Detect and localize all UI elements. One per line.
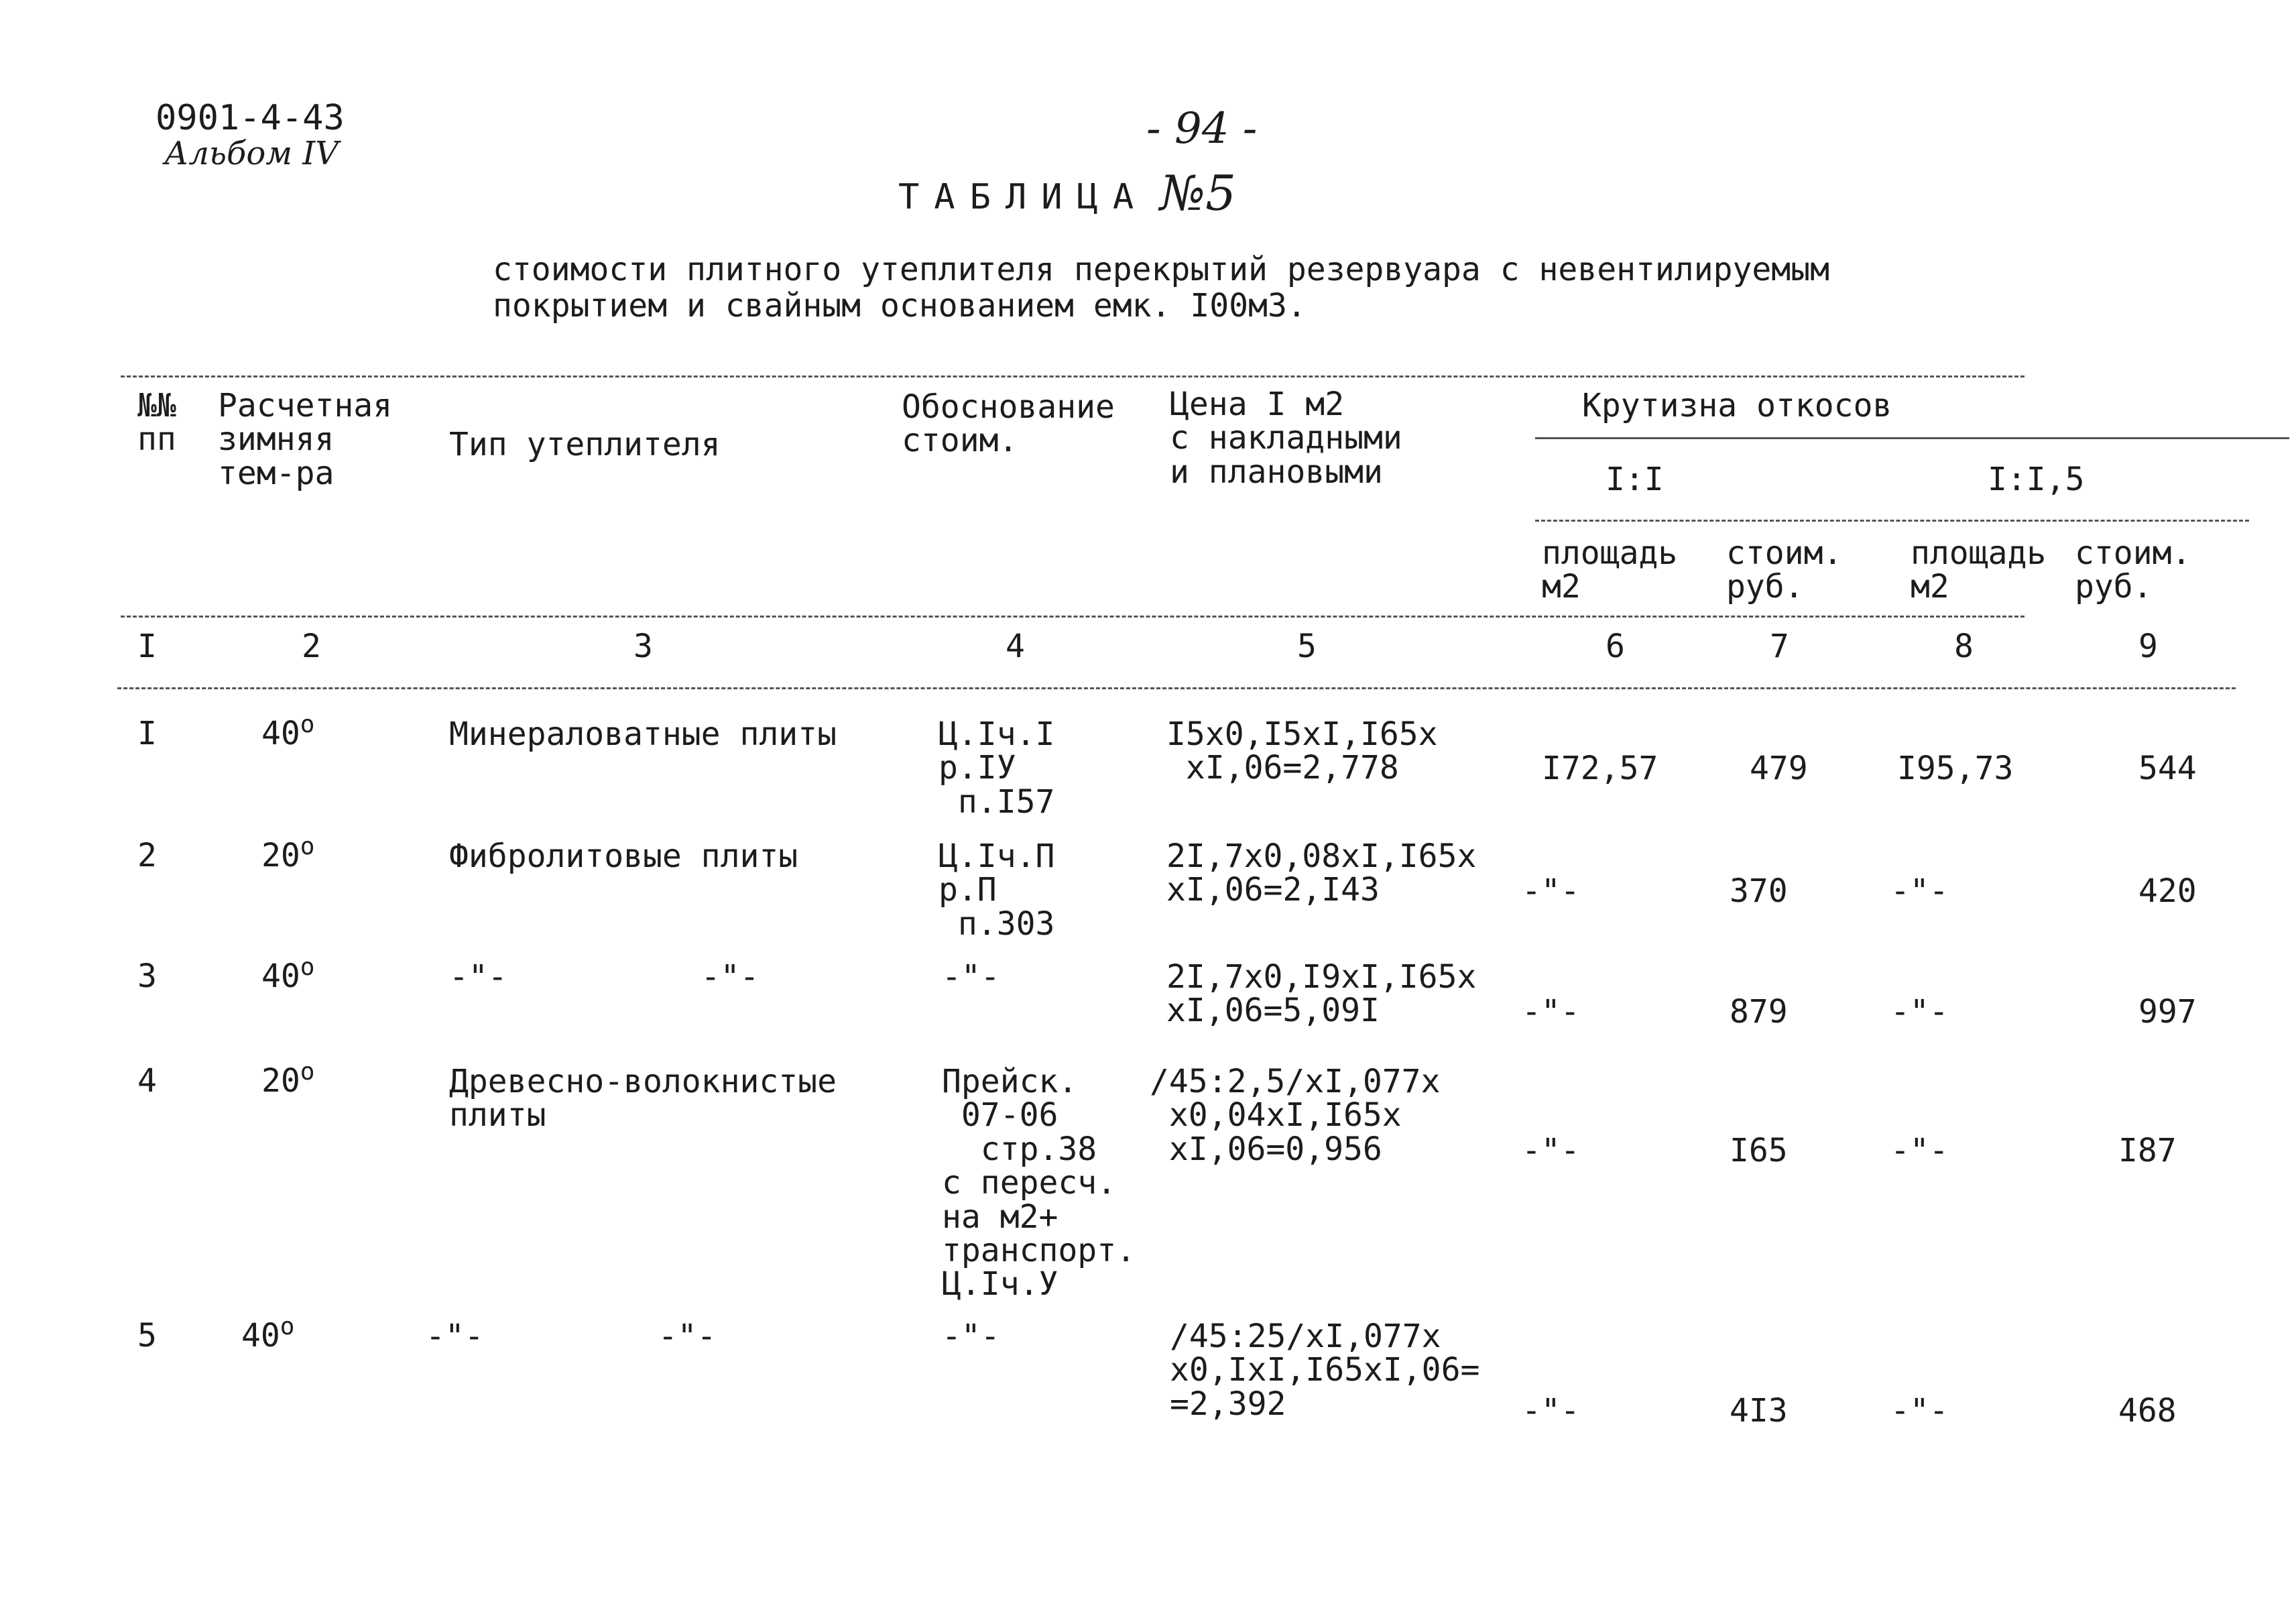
header-temperature: Расчетная зимняя тем-ра (218, 387, 393, 492)
row-area-1-1-5: -"- (1890, 1132, 1949, 1169)
header-bottom-rule (121, 616, 2025, 618)
row-temperature: 20$^o$ (261, 1058, 315, 1100)
header-slope-1-1: I:I (1606, 461, 1664, 498)
row-price: /45:25/xI,077x x0,IxI,I65xI,06= =2,392 (1170, 1318, 1480, 1423)
row-insulation-type: Фибролитовые плиты (449, 837, 798, 875)
row-insulation-type: -"- -"- (426, 1318, 717, 1355)
column-numbers-rule (117, 687, 2236, 689)
row-cost-basis: Ц.Iч.I р.IУ п.I57 (939, 715, 1055, 821)
column-number: 6 (1606, 628, 1625, 665)
column-number: 3 (633, 628, 653, 665)
row-number: 3 (137, 958, 157, 995)
table-subtitle-line-1: стоимости плитного утеплителя перекрытий резервуара с невентилируемым (493, 251, 1829, 288)
row-cost-1-1-5: 997 (2138, 993, 2197, 1031)
row-number: 4 (137, 1062, 157, 1100)
row-cost-basis: -"- (942, 1318, 1000, 1355)
row-area-1-1-5: -"- (1890, 1392, 1949, 1430)
table-subtitle-line-2: покрытием и свайным основанием емк. I00м3. (493, 287, 1307, 325)
row-cost-1-1: 4I3 (1730, 1392, 1788, 1430)
row-price: 2I,7x0,I9xI,I65x xI,06=5,09I (1166, 958, 1477, 1030)
document-code: 0901-4-43 (156, 98, 345, 138)
header-area-1-1-5: площадь м2 (1911, 534, 2047, 606)
column-number: 7 (1770, 628, 1789, 665)
row-cost-1-1-5: 420 (2138, 872, 2197, 910)
header-cost-1-1: стоим. руб. (1726, 534, 1843, 606)
row-temperature: 20$^o$ (261, 833, 315, 874)
row-insulation-type: Минераловатные плиты (449, 715, 837, 753)
page-number: - 94 - (1146, 104, 1258, 154)
row-cost-1-1: 879 (1730, 993, 1788, 1031)
row-cost-basis: Ц.Iч.П р.П п.303 (939, 837, 1055, 943)
header-area-1-1: площадь м2 (1542, 534, 1678, 606)
row-temperature: 40$^o$ (261, 953, 315, 995)
row-area-1-1: -"- (1522, 993, 1580, 1031)
album-label: Альбом IV (164, 135, 339, 172)
header-slope-1-1-5: I:I,5 (1988, 461, 2085, 498)
column-number: 5 (1297, 628, 1317, 665)
header-insulation-type: Тип утеплителя (449, 426, 721, 463)
row-cost-basis: Прейск. 07-06 стр.38 с пересч. на м2+ транспорт. Ц.Iч.У (942, 1063, 1136, 1303)
column-number: I (137, 628, 157, 665)
row-area-1-1: -"- (1522, 872, 1580, 910)
slope-subheader-rule (1535, 520, 2249, 522)
row-cost-basis: -"- (942, 958, 1000, 996)
row-number: 5 (137, 1317, 157, 1354)
row-price: 2I,7x0,08xI,I65x xI,06=2,I43 (1166, 837, 1477, 909)
row-temperature: 40$^o$ (261, 711, 315, 752)
header-cost-basis: Обоснование стоим. (902, 388, 1115, 460)
row-temperature: 40$^o$ (241, 1313, 295, 1354)
row-area-1-1: -"- (1522, 1392, 1580, 1430)
header-cost-1-1-5: стоим. руб. (2075, 534, 2191, 606)
row-cost-1-1: I65 (1730, 1132, 1788, 1169)
column-number: 4 (1006, 628, 1025, 665)
table-number: №5 (1160, 165, 1236, 221)
header-number: №№ пп (137, 387, 176, 459)
column-number: 2 (302, 628, 321, 665)
row-cost-1-1-5: 468 (2118, 1392, 2177, 1430)
column-number: 9 (2138, 628, 2158, 665)
row-area-1-1: I72,57 (1542, 750, 1658, 787)
row-cost-1-1: 479 (1750, 750, 1808, 787)
row-cost-1-1-5: 544 (2138, 750, 2197, 787)
header-slope: Крутизна откосов (1582, 387, 1892, 424)
row-cost-1-1: 370 (1730, 872, 1788, 910)
column-number: 8 (1954, 628, 1974, 665)
table-top-rule (121, 375, 2025, 378)
row-area-1-1-5: -"- (1890, 872, 1949, 910)
row-price: I5x0,I5xI,I65x xI,06=2,778 (1166, 715, 1438, 787)
row-area-1-1-5: -"- (1890, 993, 1949, 1031)
row-insulation-type: Древесно-волокнистые плиты (449, 1063, 837, 1135)
row-number: 2 (137, 837, 157, 874)
row-area-1-1: -"- (1522, 1132, 1580, 1169)
row-number: I (137, 715, 157, 752)
slope-header-rule (1535, 437, 2289, 439)
row-cost-1-1-5: I87 (2118, 1132, 2177, 1169)
row-area-1-1-5: I95,73 (1897, 750, 2014, 787)
row-price: /45:2,5/xI,077x x0,04xI,I65x xI,06=0,956 (1150, 1063, 1441, 1168)
row-insulation-type: -"- -"- (449, 958, 760, 996)
table-title: ТАБЛИЦА (898, 177, 1149, 217)
header-price: Цена I м2 с накладными и плановыми (1170, 386, 1402, 491)
